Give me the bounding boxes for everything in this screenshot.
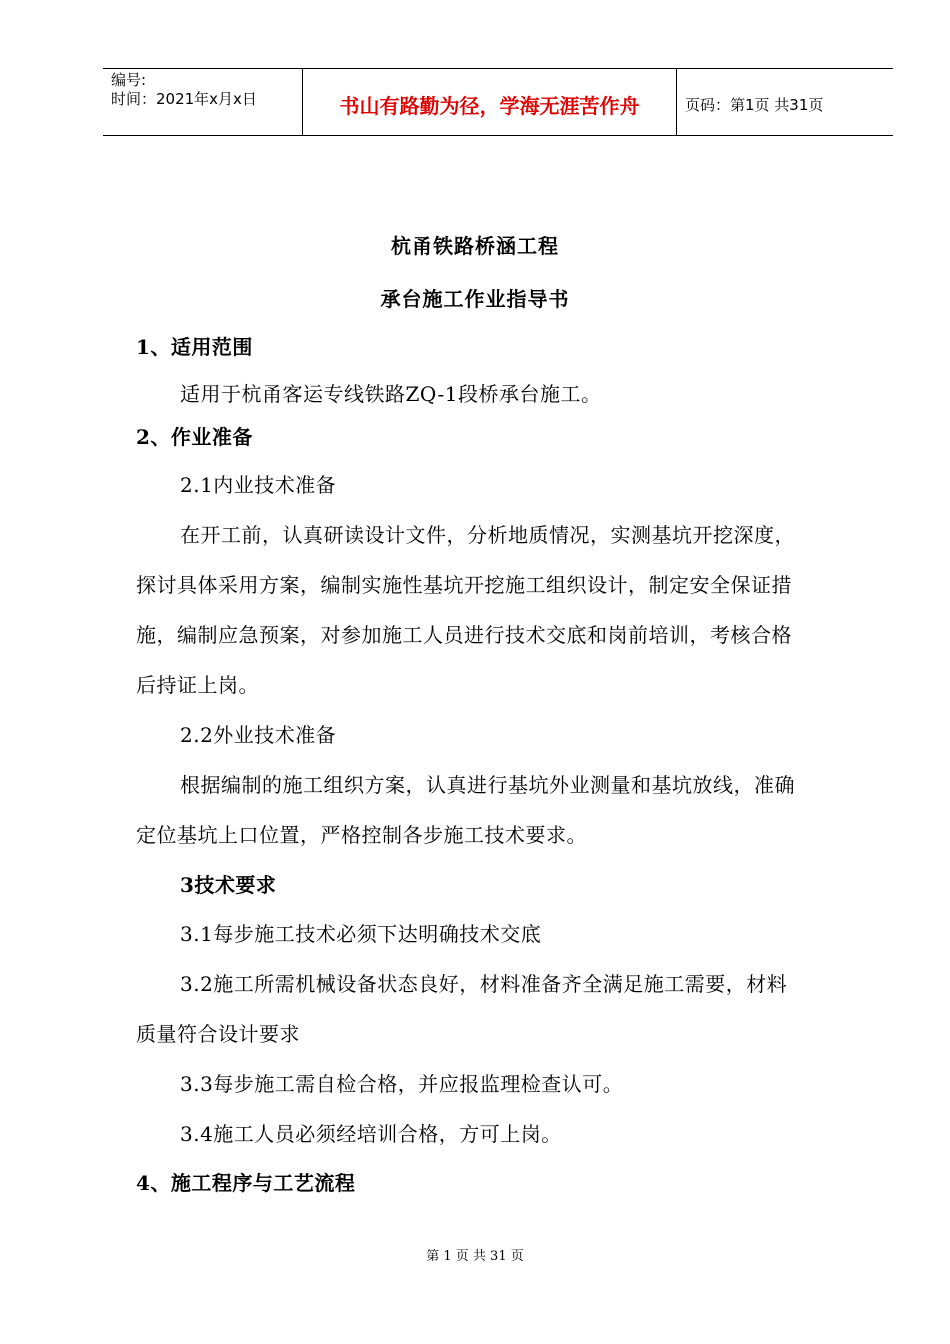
header-page-info: 页码：第1页 共31页 [685, 95, 824, 114]
subsection-heading: 2.1内业技术准备 [180, 473, 337, 497]
document-subtitle: 承台施工作业指导书 [380, 287, 570, 311]
paragraph-line: 3.3每步施工需自检合格，并应报监理检查认可。 [180, 1072, 624, 1096]
paragraph-line: 3.2施工所需机械设备状态良好，材料准备齐全满足施工需要，材料 [180, 972, 788, 996]
paragraph-line: 在开工前，认真研读设计文件，分析地质情况，实测基坑开挖深度， [180, 523, 795, 547]
paragraph-line: 3.1每步施工技术必须下达明确技术交底 [180, 922, 542, 946]
paragraph-line: 探讨具体采用方案，编制实施性基坑开挖施工组织设计，制定安全保证措 [136, 573, 792, 597]
paragraph-line: 定位基坑上口位置，严格控制各步施工技术要求。 [136, 823, 587, 847]
header-meta [103, 69, 303, 135]
subsection-heading: 2.2外业技术准备 [180, 723, 337, 747]
page-footer: 第 1 页 共 31 页 [426, 1249, 524, 1264]
section-heading-4: 4、施工程序与工艺流程 [136, 1171, 356, 1195]
document-title: 杭甬铁路桥涵工程 [391, 234, 559, 258]
serial-label: 编号: [111, 71, 147, 89]
paragraph-line: 适用于杭甬客运专线铁路ZQ-1段桥承台施工。 [180, 382, 602, 406]
paragraph-line: 根据编制的施工组织方案，认真进行基坑外业测量和基坑放线，准确 [180, 773, 795, 797]
section-heading-3: 3技术要求 [180, 873, 277, 897]
paragraph-line: 后持证上岗。 [136, 673, 259, 697]
section-heading-2: 2、作业准备 [136, 425, 253, 449]
page-header [103, 68, 893, 136]
paragraph-line: 3.4施工人员必须经培训合格，方可上岗。 [180, 1122, 562, 1146]
header-motto: 书山有路勤为径，学海无涯苦作舟 [303, 69, 677, 135]
paragraph-line: 施，编制应急预案，对参加施工人员进行技术交底和岗前培训，考核合格 [136, 623, 792, 647]
time-label: 时间：2021年x月x日 [111, 90, 257, 108]
section-heading-1: 1、适用范围 [136, 335, 253, 359]
paragraph-line: 质量符合设计要求 [136, 1022, 300, 1046]
